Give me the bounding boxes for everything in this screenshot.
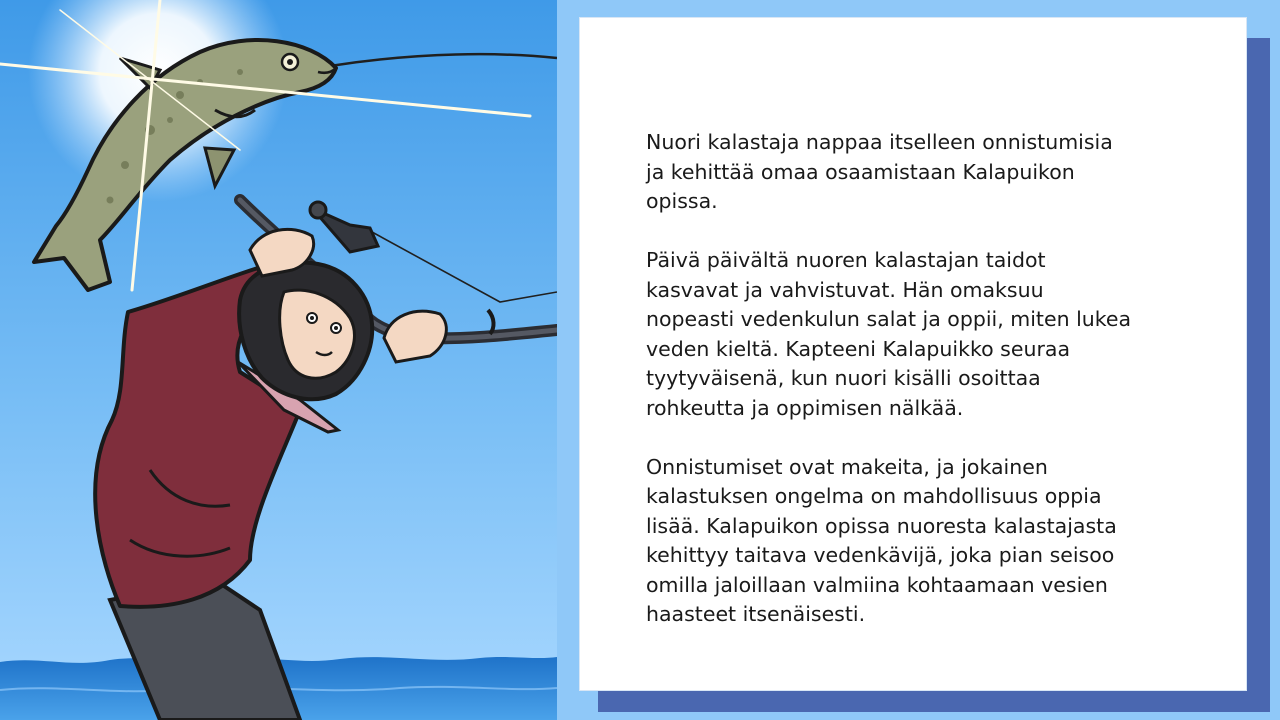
text-card <box>580 18 1246 690</box>
story-text <box>646 128 1136 659</box>
angler-illustration <box>0 0 557 720</box>
story-paragraph-2: Päivä päivältä nuoren kalastajan taidot kasvavat ja vahvistuvat. Hän omaksuu nopeasti vedenkulun salat ja oppii, miten lukea veden kieltä. Kapteeni Kalapuikko seuraa tyytyväisenä, kun nuori kisälli osoittaa rohkeutta ja oppimisen nälkää. <box>646 248 1132 420</box>
story-paragraph-1: Nuori kalastaja nappaa itselleen onnistumisia ja kehittää omaa osaamistaan Kalapuikon opissa. <box>646 130 1113 213</box>
story-paragraph-3: Onnistumiset ovat makeita, ja jokainen kalastuksen ongelma on mahdollisuus oppia lisää. Kalapuikon opissa nuoresta kalastajasta kehittyy taitava vedenkävijä, joka pian seisoo omilla jaloillaan valmiina kohtaamaan vesien haasteet itsenäisesti. <box>646 454 1117 626</box>
